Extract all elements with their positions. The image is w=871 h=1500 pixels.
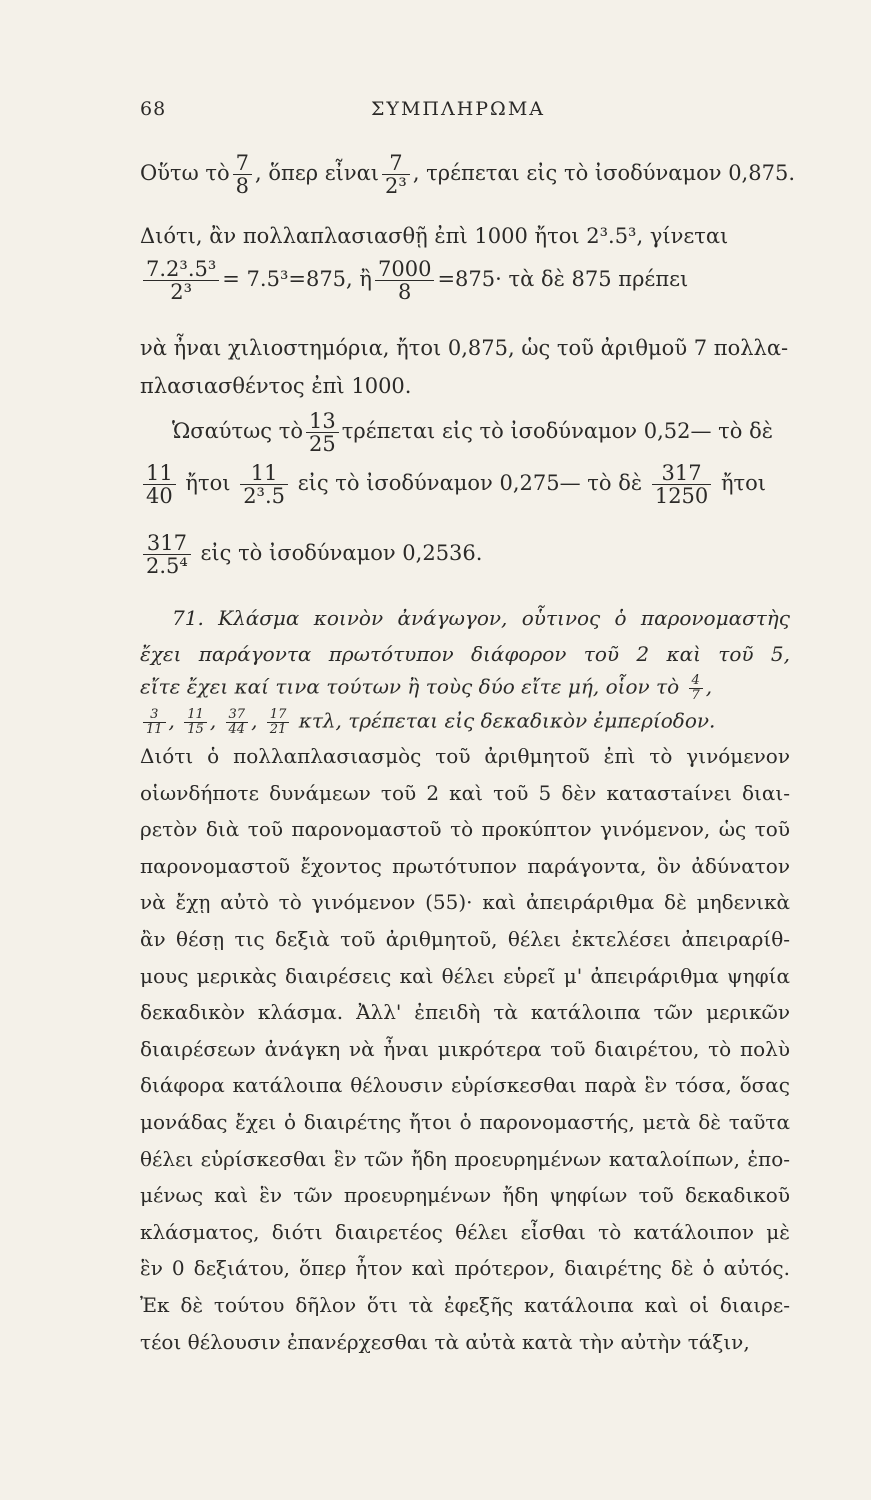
text-line-6: Ὡσαύτως τὸ $\frac{13}{25}$ τρέπεται εἰς τὸ ἰσοδύναμον 0,52— τὸ δὲ: [172, 409, 774, 457]
fraction: $\frac{7000}{8}$: [375, 258, 434, 303]
fraction: $\frac{4}{7}$: [689, 674, 703, 702]
text-line-8: $\frac{317}{\text{2.5⁴}}$ εἰς τὸ ἰσοδύναμον 0,2536.: [140, 532, 790, 577]
fraction: $\frac{317}{\text{2.5⁴}}$: [143, 532, 191, 577]
fraction: $\frac{11}{40}$: [143, 462, 176, 507]
body-line: μους μερικὰς διαιρέσεις καὶ θέλει εὑρεῖ μ' ἀπειράριθμα ψηφία: [140, 963, 790, 988]
body-line: ρετὸν διὰ τοῦ παρονομαστοῦ τὸ προκύπτον γινόμενον, ὡς τοῦ: [140, 817, 790, 842]
section-71-line-4: $\frac{3}{11}$ , $\frac{11}{15}$ , $\frac{37}{44}$ , $\frac{17}{21}$ κτλ, τρέπεται εἰς δεκαδικὸν ἐμπερίοδον.: [140, 708, 790, 736]
fraction: $\frac{7}{8}$: [233, 152, 252, 197]
body-line: Ἐκ δὲ τούτου δῆλον ὅτι τὰ ἐφεξῆς κατάλοιπα καὶ οἱ διαιρε-: [140, 1292, 790, 1317]
body-line: μονάδας ἔχει ὁ διαιρέτης ἤτοι ὁ παρονομαστής, μετὰ δὲ ταῦτα: [140, 1109, 790, 1134]
body-line: δεκαδικὸν κλάσμα. Ἀλλ' ἐπειδὴ τὰ κατάλοιπα τῶν μερικῶν: [140, 1000, 790, 1025]
fraction: $\frac{17}{21}$: [267, 708, 290, 736]
fraction: $\frac{\text{7.2³.5³}}{\text{2³}}$: [143, 258, 219, 303]
section-71-line-2: ἔχει παράγοντα πρωτότυπον διάφορον τοῦ 2 καὶ τοῦ 5,: [140, 642, 790, 666]
running-title: ΣΥΜΠΛΗΡΩΜΑ: [370, 98, 545, 120]
fraction: $\frac{13}{25}$: [306, 410, 339, 455]
fraction: $\frac{317}{1250}$: [652, 462, 711, 507]
text-line-5: πλασιασθέντος ἐπὶ 1000.: [140, 374, 412, 398]
section-71-line-3: εἴτε ἔχει καί τινα τούτων ἢ τοὺς δύο εἴτε μή, οἷον τὸ $\frac{4}{7}$ ,: [140, 673, 713, 703]
body-line: παρονομαστοῦ ἔχοντος πρωτότυπον παράγοντα, ὃν ἀδύνατον: [140, 853, 790, 878]
body-paragraph: [140, 738, 790, 1360]
body-line: θέλει εὑρίσκεσθαι ἓν τῶν ἤδη προευρημένων καταλοίπων, ἑπο-: [140, 1146, 790, 1171]
body-line: τέοι θέλουσιν ἐπανέρχεσθαι τὰ αὐτὰ κατὰ τὴν αὐτὴν τάξιν,: [140, 1329, 750, 1354]
body-line: ἂν θέσῃ τις δεξιὰ τοῦ ἀριθμητοῦ, θέλει ἐκτελέσει ἀπειραρίθ-: [140, 926, 790, 951]
fraction: $\frac{11}{15}$: [184, 708, 207, 736]
body-line: διαιρέσεων ἀνάγκη νὰ ἦναι μικρότερα τοῦ διαιρέτου, τὸ πολὺ: [140, 1036, 790, 1061]
body-line: μένως καὶ ἓν τῶν προευρημένων ἤδη ψηφίων τοῦ δεκαδικοῦ: [140, 1183, 790, 1208]
fraction: $\frac{7}{\text{2³}}$: [382, 152, 410, 197]
text-line-7: $\frac{11}{40}$ ἤτοι $\frac{11}{\text{2³.5}}$ εἰς τὸ ἰσοδύναμον 0,275— τὸ δὲ $\frac{317}{1250}$ ἤτοι: [140, 462, 790, 507]
body-line: διάφορα κατάλοιπα θέλουσιν εὑρίσκεσθαι παρὰ ἓν τόσα, ὅσας: [140, 1073, 790, 1098]
text-line-3: $\frac{\text{7.2³.5³}}{\text{2³}}$ = 7.5³=875, ἢ $\frac{7000}{8}$ =875· τὰ δὲ 875 πρέπει: [140, 258, 790, 303]
body-line: κλάσματος, διότι διαιρετέος θέλει εἶσθαι τὸ κατάλοιπον μὲ: [140, 1219, 790, 1244]
body-line: οἱωνδήποτε δυνάμεων τοῦ 2 καὶ τοῦ 5 δὲν καταστaίνει διαι-: [140, 780, 790, 805]
page-number: 68: [140, 98, 167, 120]
fraction: $\frac{3}{11}$: [143, 708, 166, 736]
body-line: Διότι ὁ πολλαπλασιασμὸς τοῦ ἀριθμητοῦ ἐπὶ τὸ γινόμενον: [140, 744, 790, 768]
body-line: νὰ ἔχῃ αὐτὸ τὸ γινόμενον (55)· καὶ ἀπειράριθμα δὲ μηδενικὰ: [140, 890, 790, 915]
text-line-1: Οὕτω τὸ $\frac{7}{8}$ , ὅπερ εἶναι $\frac{7}{\text{2³}}$ , τρέπεται εἰς τὸ ἰσοδύναμον 0,875.: [140, 151, 795, 199]
fraction: $\frac{11}{\text{2³.5}}$: [240, 462, 288, 507]
body-line: ἓν 0 δεξιάτου, ὅπερ ἦτον καὶ πρότερον, διαιρέτης δὲ ὁ αὐτός.: [140, 1256, 790, 1281]
page-header: [140, 98, 776, 128]
section-71-line-1: 71. Κλάσμα κοινὸν ἀνάγωγον, οὗτινος ὁ παρονομαστὴς: [172, 606, 790, 630]
text-line-4: νὰ ἦναι χιλιοστημόρια, ἤτοι 0,875, ὡς τοῦ ἀριθμοῦ 7 πολλα-: [140, 336, 789, 360]
fraction: $\frac{37}{44}$: [226, 708, 249, 736]
text-line-2: Διότι, ἂν πολλαπλασιασθῇ ἐπὶ 1000 ἤτοι 2³.5³, γίνεται: [140, 224, 729, 248]
